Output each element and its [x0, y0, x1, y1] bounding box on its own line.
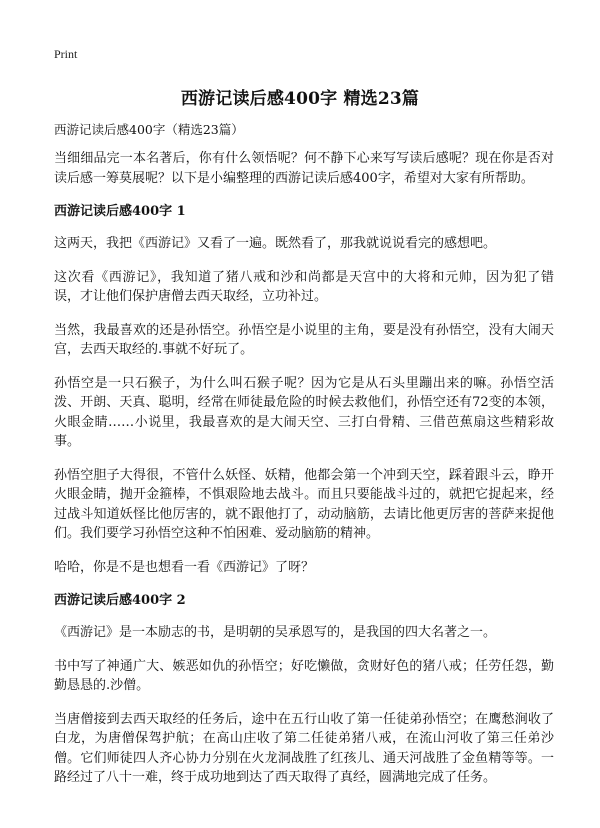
section-1-paragraph: 这两天，我把《西游记》又看了一遍。既然看了，那我就说说看完的感想吧。 [54, 236, 497, 251]
section-2-paragraph: 书中写了神通广大、嫉恶如仇的孙悟空；好吃懒做，贪财好色的猪八戒；任劳任怨，勤勤恳恳的.沙僧。 [54, 658, 554, 693]
article-body [54, 120, 554, 802]
section-1-paragraph: 孙悟空胆子大得很，不管什么妖怪、妖精，他都会第一个冲到天空，踩着跟斗云，睁开火眼金睛，抛开金箍棒，不惧艰险地去战斗。而且只要能战斗过的，就把它捉起来，经过战斗知道妖怪比他厉害的，就不跟他打了，动动脑筋，去请比他更厉害的菩萨来捉他们。我们要学习孙悟空这种不怕困难、爱动脑筋的精神。 [54, 467, 554, 541]
section-2-paragraph: 当唐僧接到去西天取经的任务后，途中在五行山收了第一任徒弟孙悟空；在鹰愁涧收了白龙，为唐僧保驾护航；在高山庄收了第二任徒弟猪八戒，在流山河收了第三任弟沙僧。它们师徒四人齐心协力分别在火龙洞战胜了红孩儿、通天河战胜了金鱼精等等。一路经过了八十一难，终于成功地到达了西天取得了真经，圆满地完成了任务。 [54, 711, 554, 785]
section-2-paragraph: 《西游记》是一本励志的书，是明朝的吴承恩写的，是我国的四大名著之一。 [54, 625, 497, 640]
page-title: 西游记读后感400字 精选23篇 [180, 89, 420, 109]
section-heading-2: 西游记读后感400字 2 [54, 593, 186, 608]
section-1-paragraph: 孙悟空是一只石猴子，为什么叫石猴子呢？因为它是从石头里蹦出来的嘛。孙悟空活泼、开朗、天真、聪明，经常在师徒最危险的时候去救他们，孙悟空还有72变的本领，火眼金睛……小说里，我最喜欢的是大闹天空、三打白骨精、三借芭蕉扇这些精彩故事。 [54, 375, 554, 449]
section-1-paragraph: 当然，我最喜欢的还是孙悟空。孙悟空是小说里的主角，要是没有孙悟空，没有大闹天宫，去西天取经的.事就不好玩了。 [54, 322, 554, 357]
section-1-paragraph: 这次看《西游记》，我知道了猪八戒和沙和尚都是天宫中的大将和元帅，因为犯了错误，才让他们保护唐僧去西天取经，立功补过。 [54, 269, 554, 304]
section-1-paragraph: 哈哈，你是不是也想看一看《西游记》了呀？ [54, 559, 315, 575]
intro-paragraph: 当细细品完一本名著后，你有什么领悟呢？何不静下心来写写读后感呢？现在你是否对读后感一筹莫展呢？以下是小编整理的西游记读后感400字，希望对大家有所帮助。 [54, 151, 554, 186]
section-heading-1: 西游记读后感400字 1 [54, 204, 186, 219]
article-subtitle: 西游记读后感400字（精选23篇） [54, 122, 244, 137]
print-link[interactable]: Print [54, 47, 78, 61]
